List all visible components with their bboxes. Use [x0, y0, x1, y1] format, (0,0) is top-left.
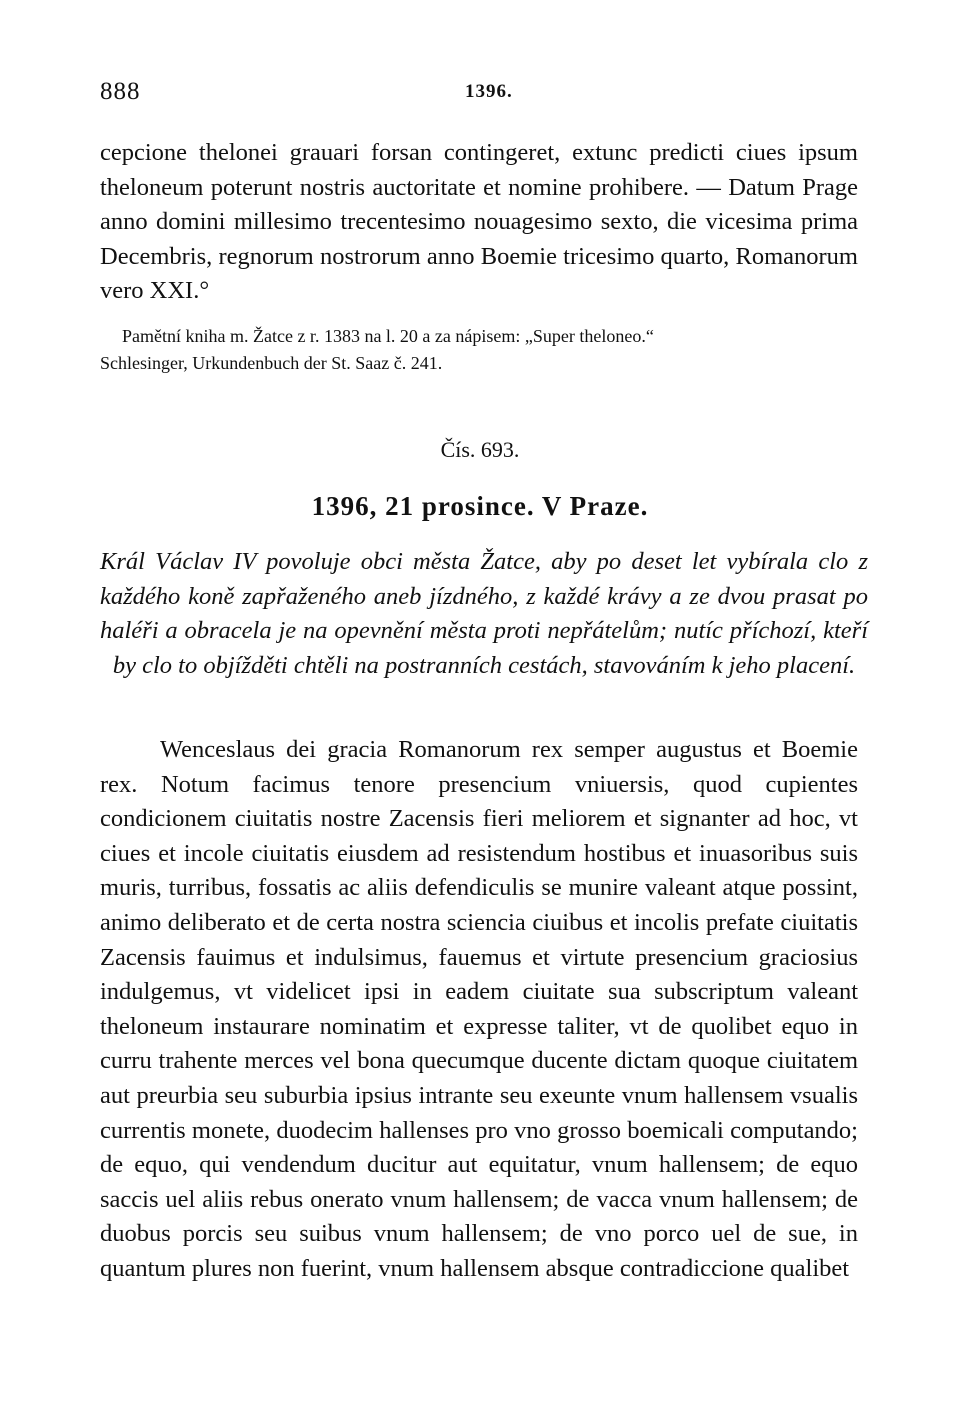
document-date-place: 1396, 21 prosince. V Praze.	[311, 491, 649, 521]
page-number: 888	[100, 78, 141, 105]
source-notes	[100, 323, 860, 377]
running-header-year: 1396.	[465, 81, 513, 102]
document-number: Čís. 693.	[440, 437, 520, 462]
document-regest: Král Václav IV povoluje obci města Žatce, aby po deset let vybírala clo z každého koně zapřaženého aneb jízdného, z každé krávy a ze dvou prasat po haléři a obracela je na opevnění města proti nepřátelům; nutíc příchozí, kteří by clo to objížděti chtěli na postranních cestách, stavováním k jeho placení.	[100, 548, 868, 679]
source-note-edition: Schlesinger, Urkundenbuch der St. Saaz č. 241.	[100, 353, 443, 373]
charter-body-paragraph: Wenceslaus dei gracia Romanorum rex semper augustus et Boemie rex. Notum facimus tenore presencium vniuersis, quod cupientes condicionem ciuitatis nostre Zacensis fieri meliorem et signanter ad hoc, vt ciues et incole ciuitatis eiusdem ad resistendum hostibus et inuasoribus suis muris, turribus, fossatis ac aliis defendiculis se munire valeant atque possint, animo deliberato et de certa nostra sciencia ciuibus et incolis prefate ciuitatis Zacensis fauimus et indulsimus, fauemus et virtute presencium graciosius indulgemus, vt videlicet ipsi in eadem ciuitate sua subscriptum valeant theloneum instaurare nominatim et expresse taliter, vt de quolibet equo in curru trahente merces vel bona quecumque ducente dictam quoque ciuitatem aut preurbia seu suburbia ipsius intrante seu exeunte vnum hallensem vsualis currentis monete, duodecim hallenses pro vno grosso boemicali computando; de equo, qui vendendum ducitur aut equitatur, vnum hallensem; de equo saccis uel aliis rebus onerato vnum hallensem; de vacca vnum hallensem; de duobus porcis seu suibus vnum hallensem; de vno porco uel de sue, in quantum plures non fuerint, vnum hallensem absque contradiccione qualibet	[100, 736, 858, 1282]
source-note-manuscript: Pamětní kniha m. Žatce z r. 1383 na l. 20 a za nápisem: „Super theloneo.“	[122, 326, 654, 346]
continuation-paragraph: cepcione thelonei grauari forsan contingeret, extunc predicti ciues ipsum theloneum poterunt nostris auctoritate et nomine prohibere. — Datum Prage anno domini millesimo trecentesimo nouagesimo sexto, die vicesima prima Decembris, regnorum nostrorum anno Boemie tricesimo quarto, Romanorum vero XXI.°	[100, 139, 858, 305]
page-header	[100, 78, 860, 108]
